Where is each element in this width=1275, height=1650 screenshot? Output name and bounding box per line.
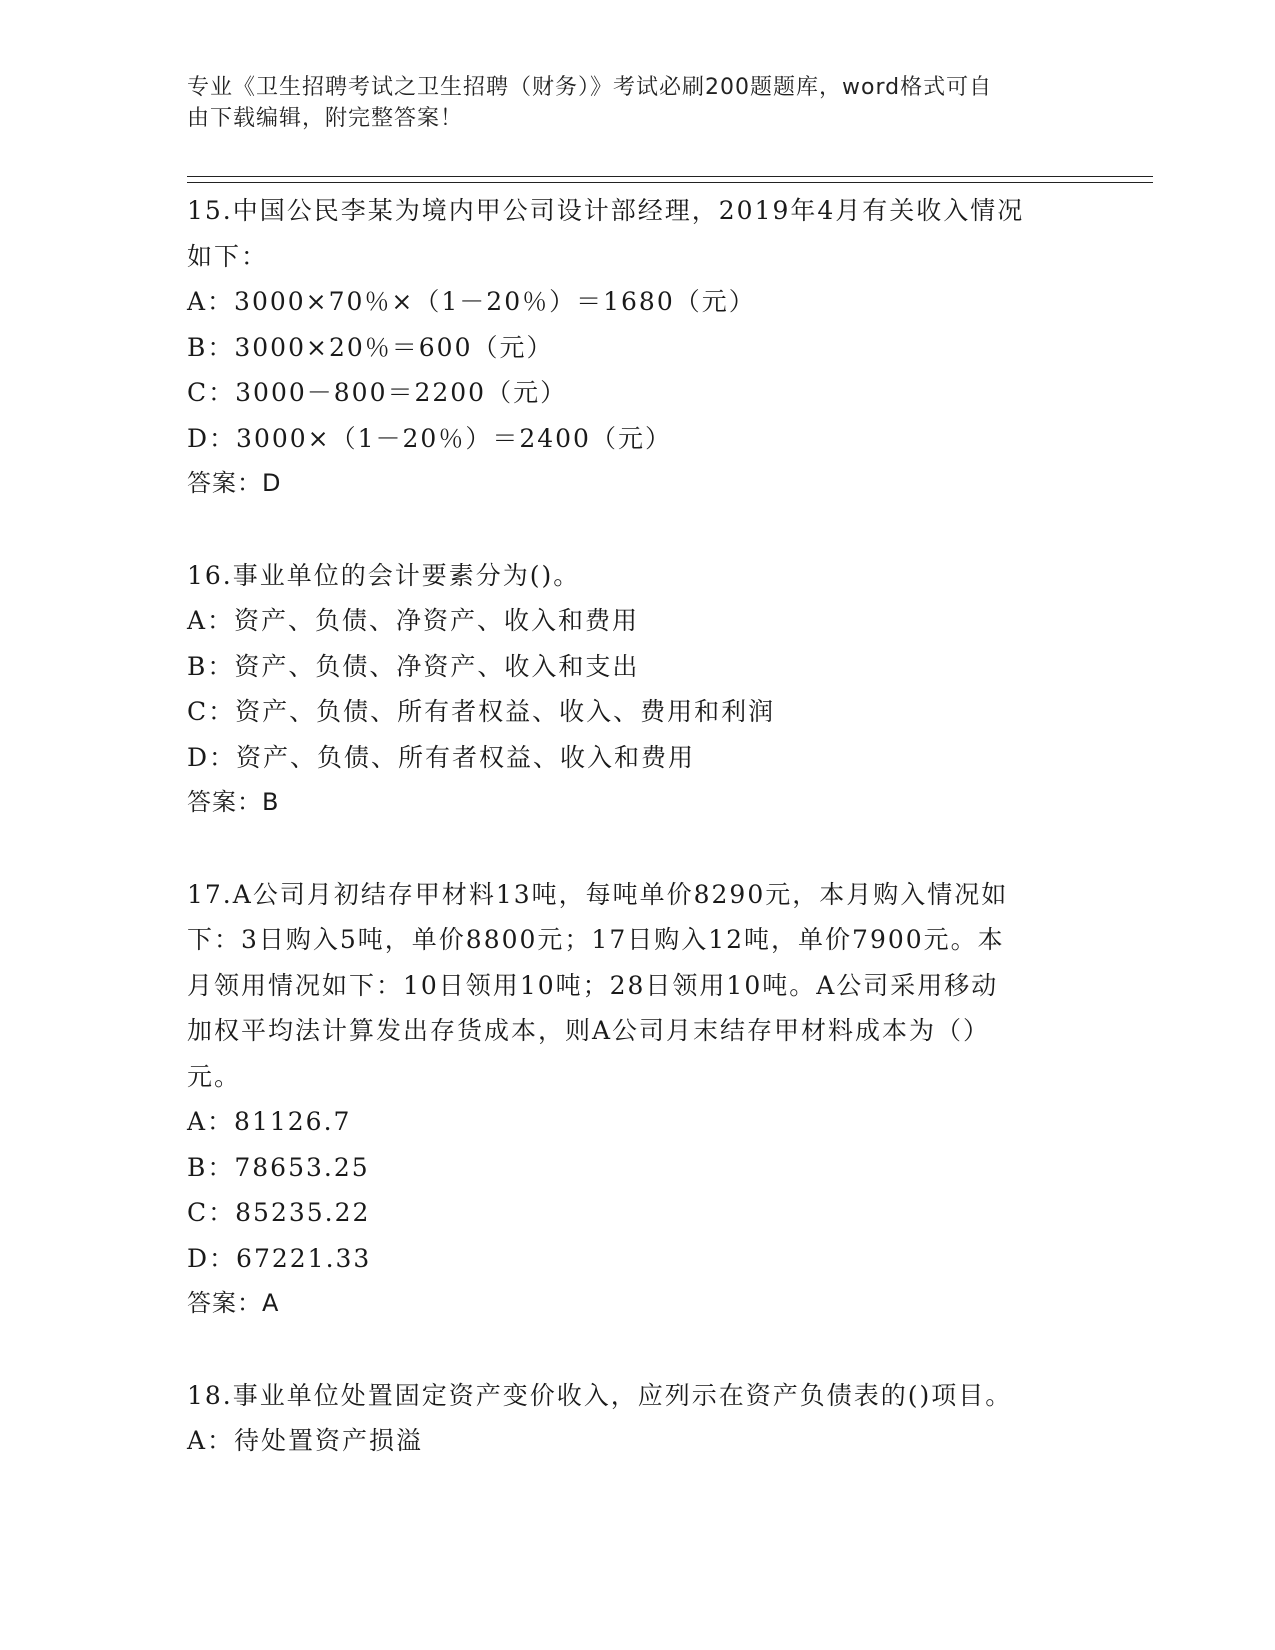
spacer (187, 507, 1087, 553)
header-divider-bottom (187, 182, 1153, 183)
option-d: D：3000×（1－20％）＝2400（元） (187, 423, 672, 453)
question-stem-line: 15.中国公民李某为境内甲公司设计部经理，2019年4月有关收入情况 (187, 196, 1025, 225)
option-c: C：3000－800＝2200（元） (187, 378, 568, 407)
answer-label: 答案：B (187, 788, 280, 816)
question-stem-line: 17.A公司月初结存甲材料13吨，每吨单价8290元，本月购入情况如 (187, 879, 1009, 909)
document-header (187, 72, 1067, 134)
option-a: A：3000×70％×（1－20％）＝1680（元） (187, 287, 756, 316)
option-d: D：67221.33 (187, 1243, 372, 1273)
question-15 (187, 188, 1087, 507)
option-b: B：3000×20％＝600（元） (187, 332, 554, 362)
option-a: A：待处置资产损溢 (187, 1426, 424, 1455)
option-d: D：资产、负债、所有者权益、收入和费用 (187, 742, 696, 772)
question-stem-line: 加权平均法计算发出存货成本，则A公司月末结存甲材料成本为（） (187, 1016, 991, 1045)
header-line-1: 专业《卫生招聘考试之卫生招聘（财务）》考试必刷200题题库，word格式可自 (187, 75, 993, 100)
question-stem-line: 18.事业单位处置固定资产变价收入，应列示在资产负债表的()项目。 (187, 1380, 1013, 1410)
header-divider-top (187, 176, 1153, 177)
question-stem-line: 月领用情况如下：10日领用10吨；28日领用10吨。A公司采用移动 (187, 970, 999, 1000)
option-c: C：85235.22 (187, 1198, 371, 1227)
option-a: A：81126.7 (187, 1107, 352, 1136)
questions-list (187, 188, 1087, 1464)
spacer (187, 1327, 1087, 1373)
answer-label: 答案：A (187, 1289, 280, 1317)
question-stem-line: 16.事业单位的会计要素分为()。 (187, 560, 581, 590)
question-18 (187, 1373, 1087, 1464)
option-a: A：资产、负债、净资产、收入和费用 (187, 606, 640, 635)
answer-label: 答案：D (187, 469, 282, 497)
header-line-2: 由下载编辑，附完整答案！ (187, 106, 464, 131)
option-b: B：78653.25 (187, 1152, 370, 1182)
question-stem-line: 元。 (187, 1061, 242, 1091)
spacer (187, 826, 1087, 872)
question-17 (187, 872, 1087, 1327)
question-stem-line: 如下： (187, 241, 269, 271)
option-c: C：资产、负债、所有者权益、收入、费用和利润 (187, 697, 776, 726)
question-16 (187, 553, 1087, 826)
question-stem-line: 下：3日购入5吨，单价8800元；17日购入12吨，单价7900元。本 (187, 925, 1005, 954)
option-b: B：资产、负债、净资产、收入和支出 (187, 651, 640, 681)
